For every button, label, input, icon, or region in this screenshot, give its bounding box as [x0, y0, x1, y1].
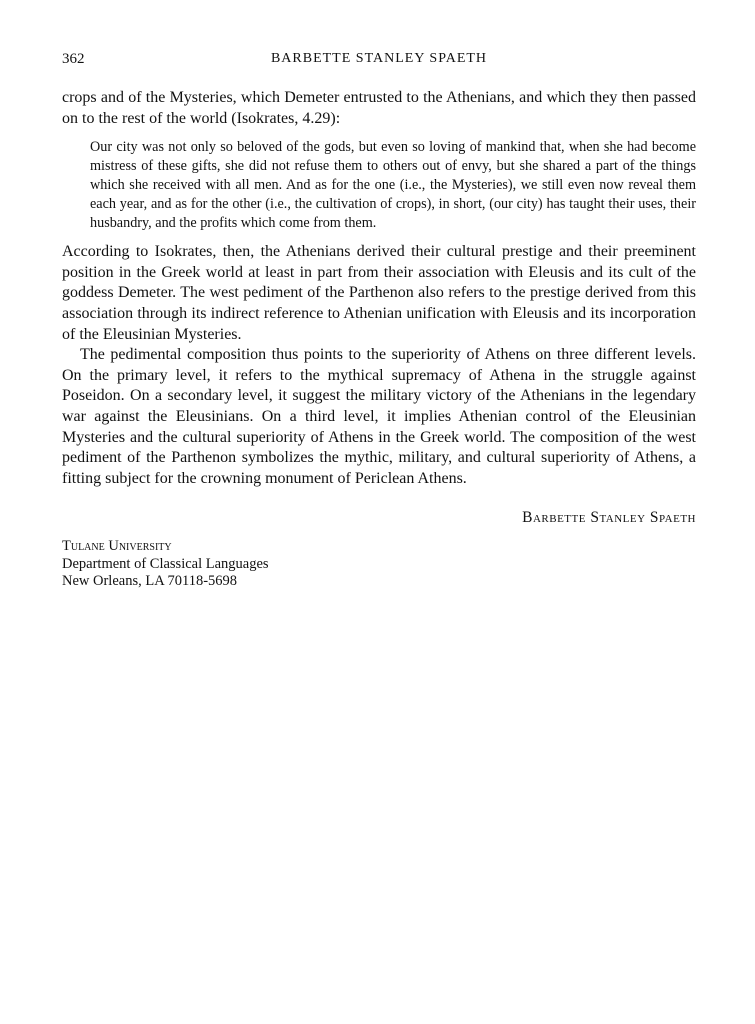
postal-address: New Orleans, LA 70118-5698 [62, 573, 238, 590]
body-paragraph-2: According to Isokrates, then, the Athenians derived their cultural prestige and their preeminent position in the Greek world at least in part from their association with Eleusis and its cult of the goddess Demeter. The west pediment of the Parthenon also refers to the prestige derived from this association through its indirect reference to Athenian unification with Eleusis and its incorporation of the Eleusinian Mysteries. [62, 243, 696, 343]
body-paragraph-1: crops and of the Mysteries, which Demeter entrusted to the Athenians, and which they then passed on to the rest of the world (Isokrates, 4.29): [62, 89, 696, 127]
running-title: BARBETTE STANLEY SPAETH [270, 51, 488, 66]
running-head [62, 48, 696, 70]
body-paragraph-3: The pedimental composition thus points to the superiority of Athens on three different levels. On the primary level, it refers to the mythical supremacy of Athena in the struggle against Poseidon. On a secondary level, it suggest the military victory of the Athenians in the legendary war against the Eleusinians. On a third level, it implies Athenian control of the Eleusinian Mysteries and the cultural superiority of Athens in the Greek world. The composition of the west pediment of the Parthenon symbolizes the mythic, military, and cultural superiority of Athens, a fitting subject for the crowning monument of Periclean Athens. [62, 346, 696, 487]
author-signature: Barbette Stanley Spaeth [522, 509, 696, 527]
document-page [62, 48, 696, 591]
page-number: 362 [62, 51, 85, 67]
author-affiliation [62, 538, 696, 591]
department-name: Department of Classical Languages [62, 555, 269, 572]
block-quote: Our city was not only so beloved of the gods, but even so loving of mankind that, when she had become mistress of these gifts, she did not refuse them to others out of envy, but she shared a part of the things which she received with all men. And as for the one (i.e., the Mysteries), we still even now reveal them each year, and as for the other (i.e., the cultivation of crops), in short, (our city) has taught their uses, their husbandry, and the profits which come from them. [90, 139, 696, 232]
institution-name: Tulane University [62, 538, 172, 555]
